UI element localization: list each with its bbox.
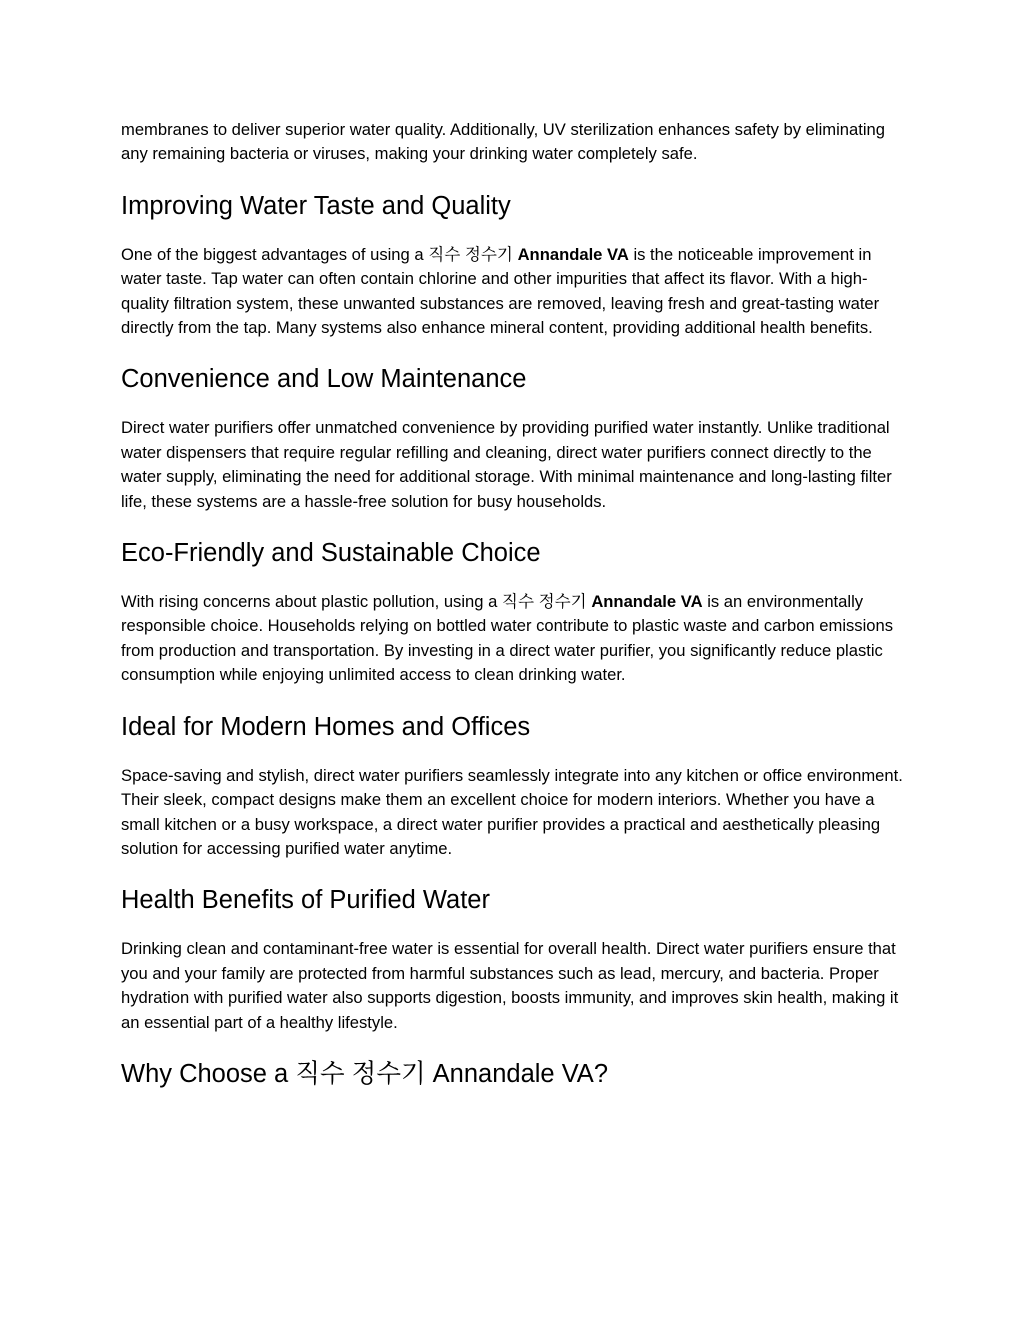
paragraph-text: With rising concerns about plastic pollution, using a 직수 정수기	[121, 592, 592, 612]
section-heading-taste: Improving Water Taste and Quality	[121, 191, 511, 220]
bold-keyword: Annandale VA	[517, 244, 629, 264]
section-heading-convenience: Convenience and Low Maintenance	[121, 365, 527, 394]
paragraph-text: One of the biggest advantages of using a 직수 정수기	[121, 244, 518, 264]
intro-paragraph: membranes to deliver superior water quality. Additionally, UV sterilization enhances safety by eliminating any remaining bacteria or viruses, making your drinking water completely safe.	[121, 120, 885, 164]
section-paragraph-taste	[121, 243, 911, 341]
section-paragraph-modern-homes: Space-saving and stylish, direct water purifiers seamlessly integrate into any kitchen or office environment. Their sleek, compact designs make them an excellent choice for modern interiors. Whether you have a small kitchen or a busy workspace, a direct water purifier provides a practical and aesthetically pleasing solution for accessing purified water anytime.	[121, 765, 903, 858]
section-heading-modern-homes: Ideal for Modern Homes and Offices	[121, 712, 531, 741]
section-heading-why-choose: Why Choose a 직수 정수기 Annandale VA?	[121, 1059, 609, 1088]
bold-keyword: Annandale VA	[591, 592, 703, 612]
document-page	[121, 118, 911, 1111]
paragraph-text: is an environmentally responsible choice. Households relying on bottled water contribute to plastic waste and carbon emissions from production and transportation. By investing in a direct water purifier, you significantly reduce plastic consumption while enjoying unlimited access to clean drinking water.	[121, 592, 894, 685]
section-paragraph-health: Drinking clean and contaminant-free water is essential for overall health. Direct water purifiers ensure that you and your family are protected from harmful substances such as lead, mercury, and bacteria. Proper hydration with purified water also supports digestion, boosts immunity, and improves skin health, making it an essential part of a healthy lifestyle.	[121, 939, 899, 1032]
section-heading-health: Health Benefits of Purified Water	[121, 886, 490, 915]
paragraph-text: is the noticeable improvement in water taste. Tap water can often contain chlorine and other impurities that affect its flavor. With a high-quality filtration system, these unwanted substances are removed, leaving fresh and great-tasting water directly from the tap. Many systems also enhance mineral content, providing additional health benefits.	[121, 244, 880, 338]
section-paragraph-convenience: Direct water purifiers offer unmatched convenience by providing purified water instantly. Unlike traditional water dispensers that require regular refilling and cleaning, direct water purifiers connect directly to the water supply, eliminating the need for additional storage. With minimal maintenance and long-lasting filter life, these systems are a hassle-free solution for busy households.	[121, 418, 892, 511]
section-paragraph-eco	[121, 590, 911, 688]
section-heading-eco: Eco-Friendly and Sustainable Choice	[121, 539, 541, 568]
